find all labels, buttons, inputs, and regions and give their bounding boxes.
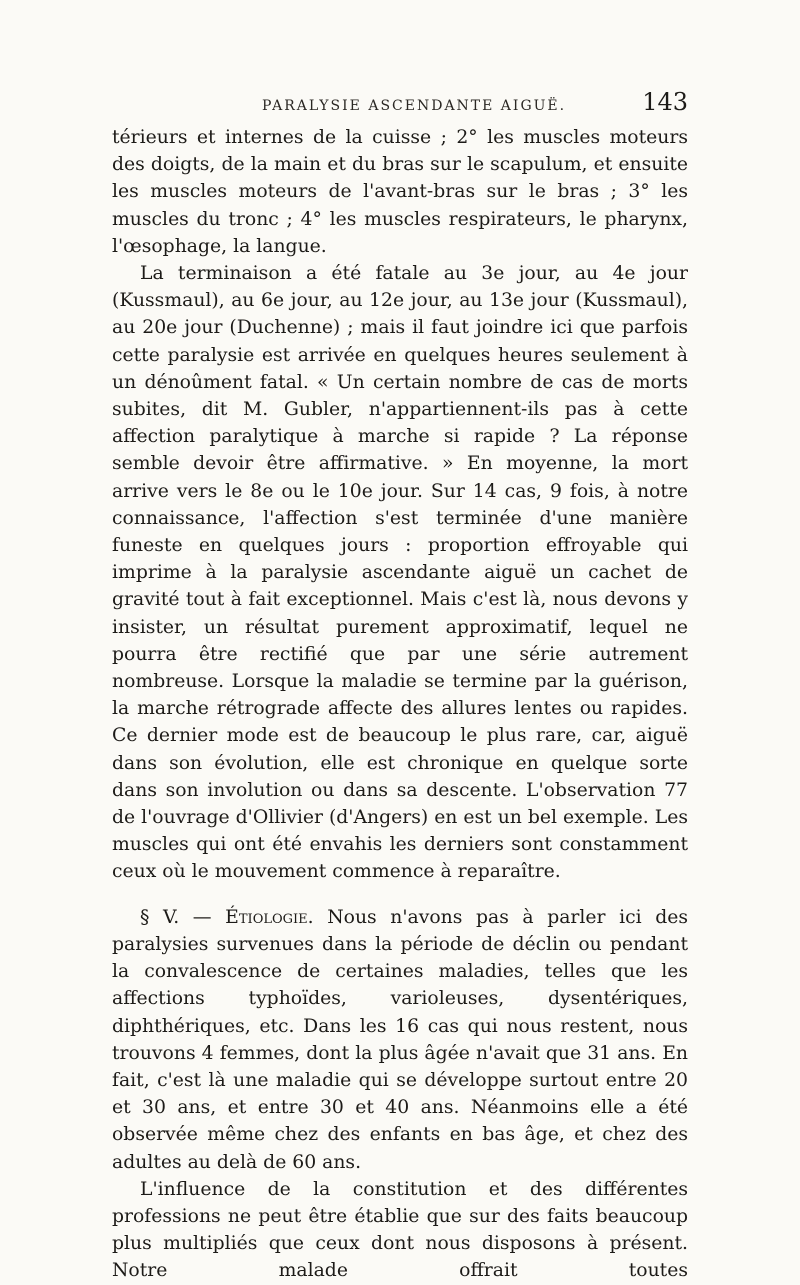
page-body <box>112 124 688 1285</box>
section-heading: § V. — Étiologie. <box>140 906 314 928</box>
paragraph-2: La terminaison a été fatale au 3e jour, au 4e jour (Kussmaul), au 6e jour, au 12e jour, au 13e jour (Kussmaul), au 20e jour (Duchenne) ; mais il faut joindre ici que parfois cette paralysie est arrivée en quelques heures seulement à un dénoûment fatal. « Un certain nombre de cas de morts subites, dit M. Gubler, n'appartiennent-ils pas à cette affection paralytique à marche si rapide ? La réponse semble devoir être affirmative. » En moyenne, la mort arrive vers le 8e ou le 10e jour. Sur 14 cas, 9 fois, à notre connaissance, l'affection s'est terminée d'une manière funeste en quelques jours : proportion effroyable qui imprime à la paralysie ascendante aiguë un cachet de gravité tout à fait exceptionnel. Mais c'est là, nous devons y insister, un résultat purement approximatif, lequel ne pourra être rectifié que par une série autrement nombreuse. Lorsque la maladie se termine par la guérison, la marche rétrograde affecte des allures lentes ou rapides. Ce dernier mode est de beaucoup le plus rare, car, aiguë dans son évolution, elle est chronique en quelque sorte dans son involution ou dans sa descente. L'observation 77 de l'ouvrage d'Ollivier (d'Angers) en est un bel exemple. Les muscles qui ont été envahis les derniers sont constamment ceux où le mouvement commence à reparaître. <box>112 263 688 883</box>
paragraph-1: térieurs et internes de la cuisse ; 2° les muscles moteurs des doigts, de la main et du bras sur le scapulum, et ensuite les muscles moteurs de l'avant-bras sur le bras ; 3° les muscles du tronc ; 4° les muscles respirateurs, le pharynx, l'œsophage, la langue. <box>112 127 688 257</box>
paragraph-3-text: Nous n'avons pas à parler ici des paralysies survenues dans la période de déclin ou pendant la convalescence de certaines maladies, telles que les affections typhoïdes, varioleuses, dysentériques, diphthériques, etc. Dans les 16 cas qui nous restent, nous trouvons 4 femmes, dont la plus âgée n'avait que 31 ans. En fait, c'est là une maladie qui se développe surtout entre 20 et 30 ans, et entre 30 et 40 ans. Néanmoins elle a été observée même chez des enfants en bas âge, et chez des adultes au delà de 60 ans. <box>112 906 688 1173</box>
page-number: 143 <box>642 88 688 116</box>
paragraph-3 <box>112 904 688 1176</box>
paragraph-4: L'influence de la constitution et des différentes professions ne peut être établie que sur des faits beaucoup plus multipliés que ceux dont nous disposons à présent. Notre malade offrait toutes <box>112 1178 688 1282</box>
page-header <box>112 84 688 120</box>
running-title: PARALYSIE ASCENDANTE AIGUË. <box>262 98 567 114</box>
